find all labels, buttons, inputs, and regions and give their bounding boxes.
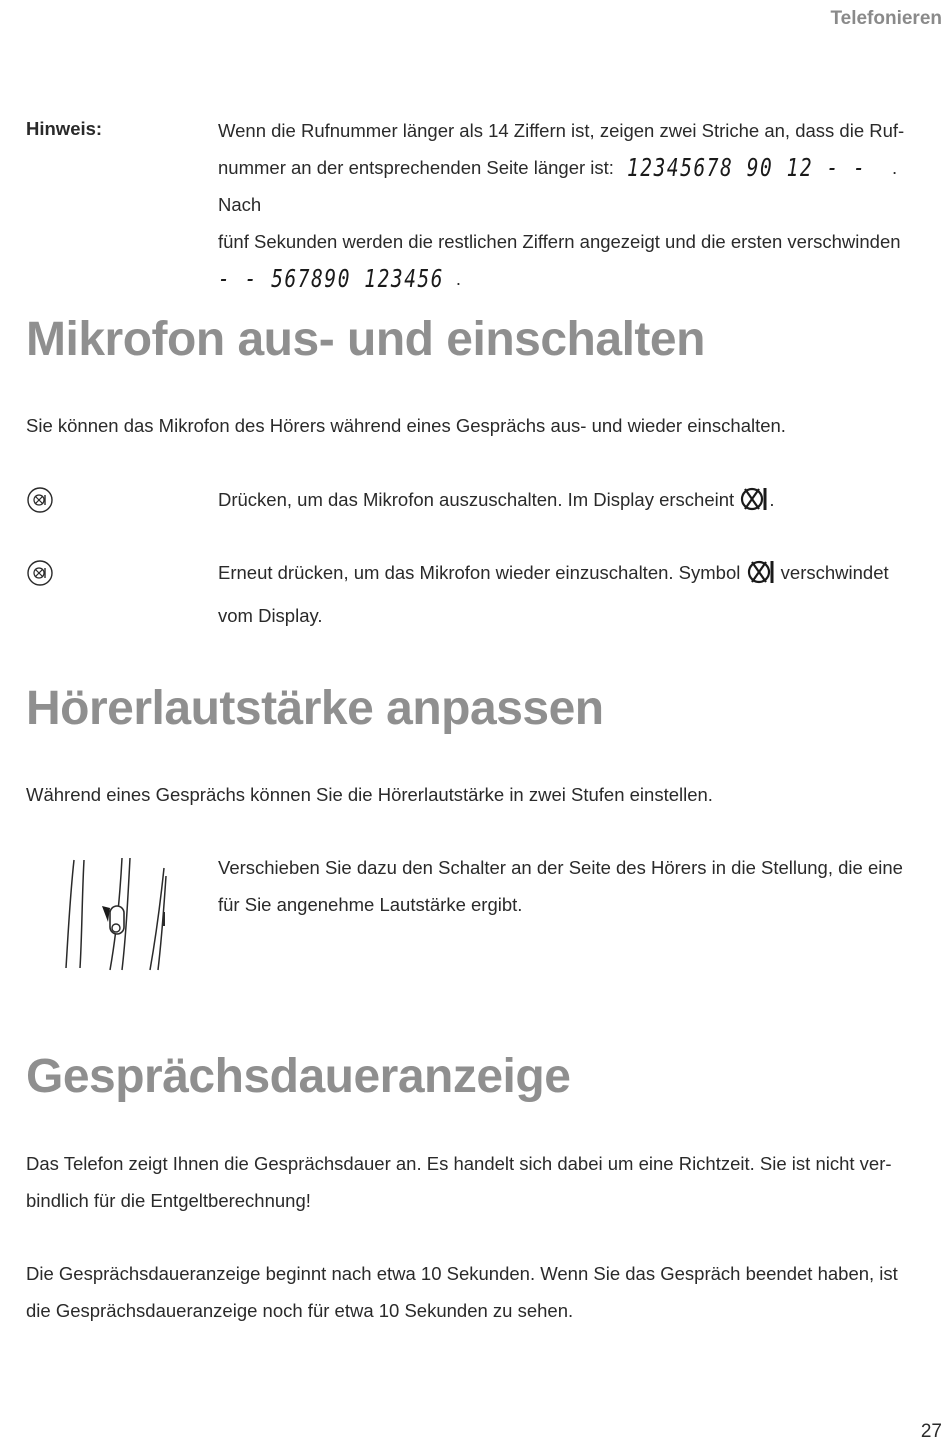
note-text <box>218 112 930 297</box>
mic-step-1 <box>218 481 930 524</box>
mic-muted-icon-2 <box>746 559 776 597</box>
mic-muted-icon <box>739 486 769 524</box>
volume-step-line-2: für Sie angenehme Lautstärke ergibt. <box>218 894 523 915</box>
volume-intro: Während eines Gesprächs können Sie die Hörerlautstärke in zwei Stufen einstellen. <box>26 784 713 805</box>
heading-duration: Gesprächsdaueranzeige <box>26 1050 571 1103</box>
duration-paragraph-2 <box>26 1255 936 1329</box>
volume-switch-illustration <box>60 856 172 974</box>
note-line-4 <box>218 260 930 297</box>
mic-step-2-line-2: vom Display. <box>218 605 323 626</box>
volume-step-line-1: Verschieben Sie dazu den Schalter an der Seite des Hörers in die Stellung, die eine <box>218 857 903 878</box>
mic-step-1-text: Drücken, um das Mikrofon auszuschalten. Im Display erscheint <box>218 489 735 510</box>
heading-volume: Hörerlautstärke anpassen <box>26 682 604 735</box>
duration-p2-line-1: Die Gesprächsdaueranzeige beginnt nach etwa 10 Sekunden. Wenn Sie das Gespräch beendet haben, ist <box>26 1263 898 1284</box>
note-label: Hinweis: <box>26 118 103 139</box>
display-example-2: - - 567890 123456 <box>218 264 445 293</box>
note-line-3: fünf Sekunden werden die restlichen Ziffern angezeigt und die ersten verschwinden <box>218 231 901 252</box>
duration-p2-line-2: die Gesprächsdaueranzeige noch für etwa 10 Sekunden zu sehen. <box>26 1300 574 1321</box>
mic-step-1-post: . <box>769 489 775 510</box>
running-header: Telefonieren <box>830 8 942 29</box>
note-line-4-post: . <box>455 268 462 289</box>
volume-step <box>218 849 930 923</box>
note-line-2 <box>218 149 930 223</box>
mute-key-icon <box>26 486 54 514</box>
mic-step-2 <box>218 554 930 634</box>
page-number: 27 <box>920 1421 942 1442</box>
mic-step-2-post: verschwindet <box>780 562 889 583</box>
mute-key-icon-2 <box>26 559 54 587</box>
duration-p1-line-1: Das Telefon zeigt Ihnen die Gesprächsdauer an. Es handelt sich dabei um eine Richtzeit. Sie ist nicht ver- <box>26 1153 892 1174</box>
display-example-1: 12345678 90 12 - - <box>627 153 867 182</box>
duration-p1-line-2: bindlich für die Entgeltberechnung! <box>26 1190 311 1211</box>
note-line-2-text: nummer an der entsprechenden Seite länger ist: <box>218 157 614 178</box>
duration-paragraph-1 <box>26 1145 936 1219</box>
heading-mikrofon: Mikrofon aus- und einschalten <box>26 313 705 366</box>
note-line-1: Wenn die Rufnummer länger als 14 Ziffern ist, zeigen zwei Striche an, dass die Ruf- <box>218 120 905 141</box>
note-line-2-post: . Nach <box>218 157 898 215</box>
mic-intro: Sie können das Mikrofon des Hörers während eines Gesprächs aus- und wieder einschalten. <box>26 415 786 436</box>
mic-step-2-line-1 <box>218 554 930 597</box>
mic-step-2-text: Erneut drücken, um das Mikrofon wieder einzuschalten. Symbol <box>218 562 741 583</box>
